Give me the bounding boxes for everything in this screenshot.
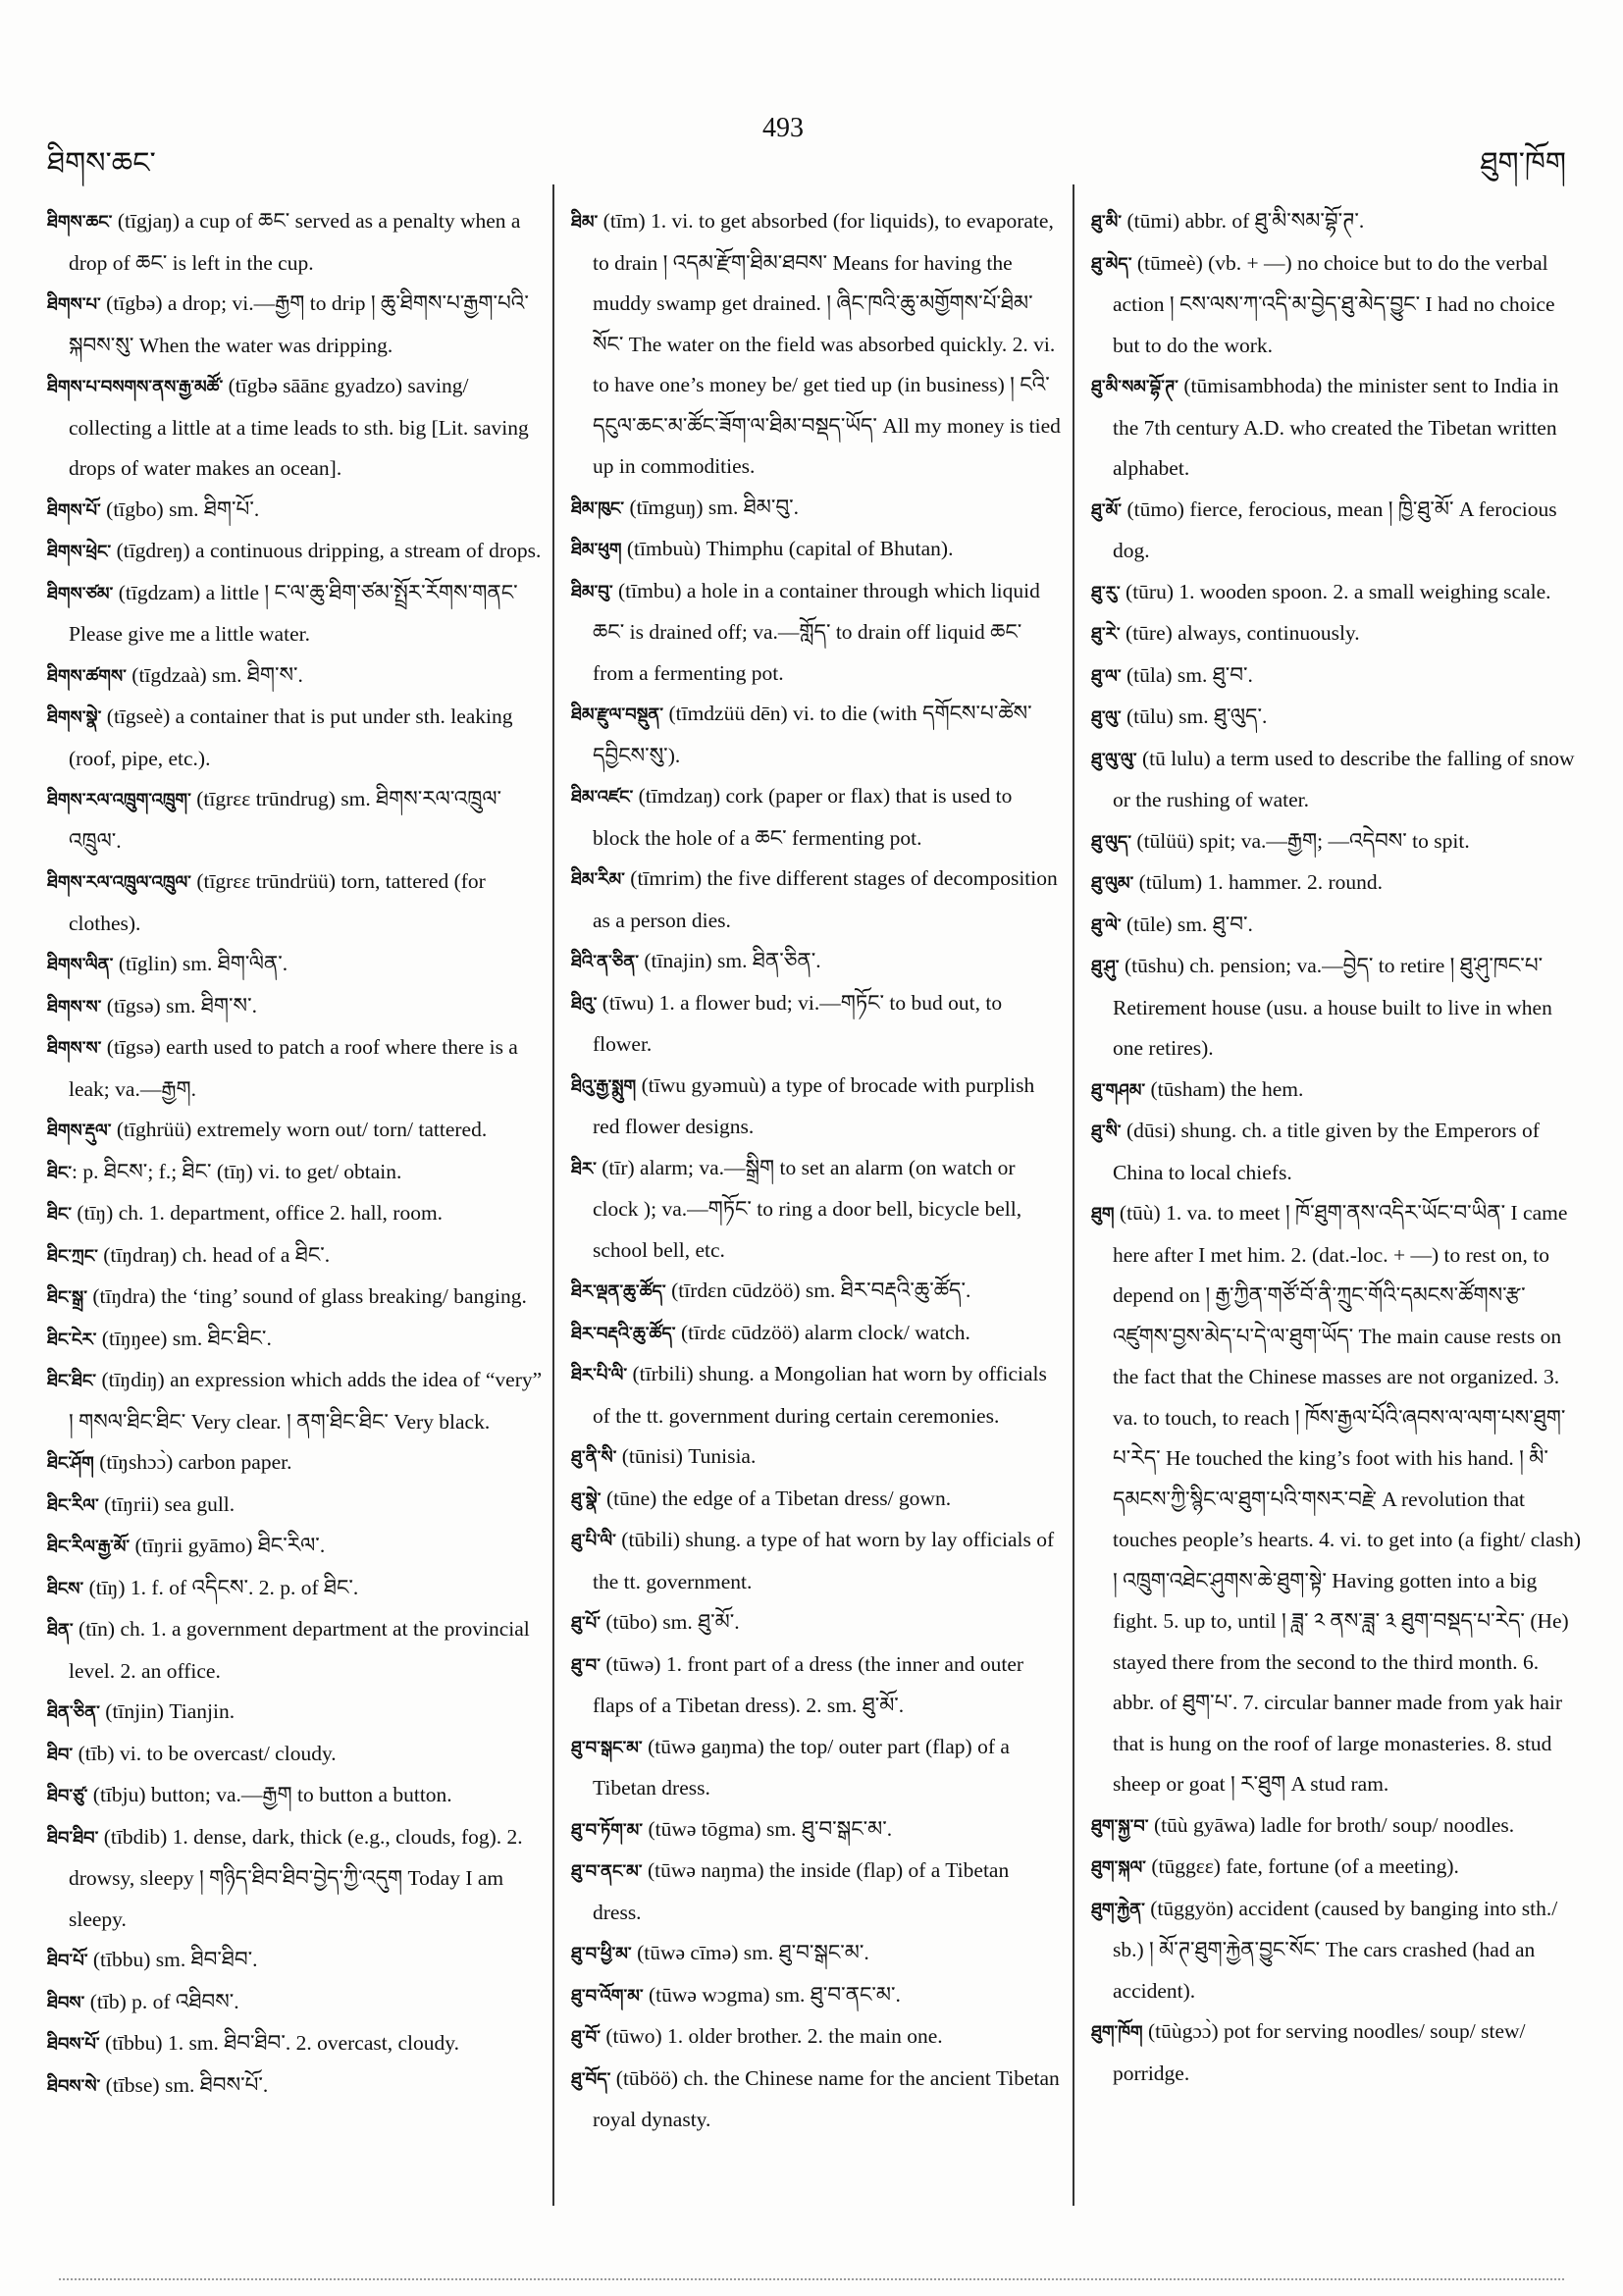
entry-headword: ཐིགས་ཆང་ bbox=[47, 212, 113, 233]
entry-headword: ཐུ་བ་ནང་མ་ bbox=[571, 1861, 643, 1882]
dictionary-entry bbox=[1091, 2011, 1582, 2094]
entry-definition: (tūne) the edge of a Tibetan dress/ gown. bbox=[601, 1486, 952, 1510]
entry-definition: (tūù gyāwa) ladle for broth/ soup/ noodles. bbox=[1148, 1812, 1515, 1837]
entry-headword: ཐིང་ངེར་ bbox=[47, 1329, 97, 1350]
dictionary-entry bbox=[47, 201, 543, 284]
entry-headword: ཐིབས་སེ་ bbox=[47, 2075, 101, 2097]
entry-headword: ཐུ་གཤམ་ bbox=[1091, 1079, 1146, 1101]
entry-definition: (tīgbə sāānɛ gyadzo) saving/ collecting a little at a time leads to sth. big [Lit. saving drops of water makes an ocean]. bbox=[69, 374, 529, 480]
dictionary-entry bbox=[571, 1644, 1062, 1727]
dictionary-entry bbox=[47, 1568, 543, 1610]
entry-definition: (tīmbuù) Thimphu (capital of Bhutan). bbox=[621, 537, 954, 560]
dictionary-entry bbox=[47, 1152, 543, 1194]
dictionary-entry bbox=[571, 571, 1062, 695]
entry-headword: ཐིང་ཀྲང་ bbox=[47, 1245, 98, 1267]
column-divider bbox=[552, 184, 554, 2206]
entry-headword: ཐིགས་ཚགས་ bbox=[47, 665, 127, 687]
entry-definition: (tūru) 1. wooden spoon. 2. a small weighing scale. bbox=[1120, 579, 1551, 603]
entry-headword: ཐུ་མེད་ bbox=[1091, 253, 1132, 275]
entry-definition: (tūnisi) Tunisia. bbox=[616, 1444, 757, 1468]
dictionary-entry bbox=[571, 1809, 1062, 1852]
dictionary-entry bbox=[47, 1485, 543, 1527]
dictionary-entry bbox=[47, 1027, 543, 1110]
entry-definition: (tūla) sm. ཐུ་བ་. bbox=[1121, 662, 1253, 687]
entry-headword: ཐུ་ལུད་ bbox=[1091, 831, 1132, 853]
dictionary-entry bbox=[47, 1609, 543, 1692]
entry-definition: (tūggɛɛ) fate, fortune (of a meeting). bbox=[1145, 1854, 1459, 1878]
entry-definition: (tīrdɛ cūdzöö) alarm clock/ watch. bbox=[675, 1320, 970, 1344]
dictionary-entry bbox=[1091, 946, 1582, 1070]
entry-headword: ཐིའུ་ bbox=[571, 993, 598, 1015]
dictionary-entry bbox=[1091, 613, 1582, 655]
entry-definition: (tūmo) fierce, ferocious, mean ། ཁྱི་ཐུ་མོ་ A ferocious dog. bbox=[1113, 496, 1557, 562]
dictionary-entry bbox=[47, 1277, 543, 1319]
dictionary-entry bbox=[571, 1520, 1062, 1602]
entry-definition: (tīŋdra) the ‘ting’ sound of glass breaking/ banging. bbox=[86, 1284, 527, 1308]
dictionary-entry bbox=[571, 1727, 1062, 1809]
entry-headword: ཐིན་ཅིན་ bbox=[47, 1702, 100, 1723]
entry-headword: ཐིང་ཤོག bbox=[47, 1453, 94, 1474]
entry-definition: (tīgrɛɛ trūndrüü) torn, tattered (for clothes). bbox=[69, 869, 486, 935]
entry-headword: ཐུ་ལ་ bbox=[1091, 665, 1122, 687]
entry-headword: ཐིབ་ཙུ་ bbox=[47, 1786, 88, 1806]
dictionary-entry bbox=[571, 1436, 1062, 1479]
entry-definition: (tīr) alarm; va.—སྒྲིག to set an alarm (on watch or clock ); va.—གཏོང་ to ring a door bell, bicycle bell, school bell, etc. bbox=[593, 1155, 1022, 1262]
dictionary-entry bbox=[47, 697, 543, 779]
entry-headword: ཐུ་རུ་ bbox=[1091, 582, 1121, 603]
dictionary-entry bbox=[47, 1526, 543, 1568]
entry-headword: ཐུ་མོ་ bbox=[1091, 499, 1123, 521]
entry-definition: (tūle) sm. ཐུ་བ་. bbox=[1121, 912, 1253, 936]
entry-definition: (tīrbili) shung. a Mongolian hat worn by officials of the tt. government during certain ceremonies. bbox=[593, 1362, 1047, 1428]
dictionary-entry bbox=[571, 488, 1062, 530]
dictionary-entry bbox=[571, 2016, 1062, 2059]
column-middle bbox=[571, 201, 1062, 2141]
entry-headword: ཐིང་ bbox=[47, 1162, 73, 1183]
right-guide-word: ཐུག་ཁོག bbox=[1480, 146, 1566, 181]
entry-headword: ཐིར་པི་ལི་ bbox=[571, 1365, 628, 1385]
dictionary-entry bbox=[571, 1602, 1062, 1644]
entry-definition: (tīmdzaŋ) cork (paper or flax) that is used to block the hole of a ཆང་ fermenting pot. bbox=[593, 784, 1013, 850]
entry-headword: ཐུ་པོ་ bbox=[571, 1613, 601, 1634]
entry-definition: (tīghrüü) extremely worn out/ torn/ tattered. bbox=[111, 1118, 488, 1141]
entry-headword: ཐིར་བརྡའི་ཆུ་ཚོད་ bbox=[571, 1323, 676, 1344]
entry-headword: ཐིང་རིལ་རྒྱ་མོ་ bbox=[47, 1537, 131, 1557]
entry-headword: ཐུ་བ་འོག་མ་ bbox=[571, 1985, 644, 2007]
dictionary-entry bbox=[571, 1354, 1062, 1436]
entry-definition: (tīrdɛn cūdzöö) sm. ཐིར་བརྡའི་ཆུ་ཚོད་. bbox=[665, 1278, 971, 1302]
entry-headword: ཐུ་སྣེ་ bbox=[571, 1488, 602, 1510]
page-number: 493 bbox=[762, 113, 804, 143]
dictionary-entry bbox=[1091, 1889, 1582, 2012]
entry-headword: ཐུ་བོད་ bbox=[571, 2068, 611, 2090]
entry-headword: ཐུ་ལེ་ bbox=[1091, 914, 1122, 936]
entry-definition: (tūlum) 1. hammer. 2. round. bbox=[1133, 870, 1384, 894]
dictionary-entry bbox=[571, 1271, 1062, 1313]
dictionary-entry bbox=[47, 573, 543, 655]
entry-definition: (tūwə cīmə) sm. ཐུ་བ་སྒང་མ་. bbox=[631, 1941, 869, 1964]
dictionary-entry bbox=[47, 1235, 543, 1278]
entry-headword: ཐུ་མི་ bbox=[1091, 212, 1123, 233]
dictionary-entry bbox=[47, 1775, 543, 1817]
entry-definition: (tūù) 1. va. to meet ། ཁོ་ཐུག་ནས་འདིར་ཡོང་བ་ཡིན་ I came here after I met him. 2. (dat.-loc. + —) to rest on, to depend on ། རྒྱ་ཀྱིན་གཙོ་བོ་ནི་ཀྲུང་གོའི་དམངས་ཚོགས་རྩ་འཛུགས་བྱས་མེད་པ་དེ་ལ་ཐུག་ཡོད་ The main cause rests on the fact that the Chinese masses are not organized. 3. va. to touch, to reach ། ཁོས་རྒྱལ་པོའི་ཞབས་ལ་ལག་པས་ཐུག་པ་རེད་ He touched the king’s foot with his hand. ། མི་དམངས་ཀྱི་སྙིང་ལ་ཐུག་པའི་གསར་བརྗེ་ A revolution that touches people’s hearts. 4. vi. to get into (a fight/ clash) ། འཁྲུག་འཐེང་ཤུགས་ཆེ་ཐུག་སྟེ་ Having gotten into a big fight. 5. up to, until ། ཟླ་ ༢ ནས་ཟླ་ ༣ ཐུག་བསྡད་པ་རེད་ (He) stayed there from the second to the third month. 6. abbr. of ཐུག་པ་. 7. circular banner made from yak hair that is hung on the roof of large monasteries. 8. stud sheep or goat ། ར་ཐུག A stud ram. bbox=[1113, 1201, 1582, 1796]
dictionary-entry bbox=[1091, 366, 1582, 490]
entry-headword: ཐིམ་རིམ་ bbox=[571, 869, 625, 890]
dictionary-entry bbox=[1091, 821, 1582, 863]
entry-definition: (tīmguŋ) sm. ཐིམ་བུ་. bbox=[624, 495, 800, 519]
entry-headword: ཐུ་བ་ཕྱི་མ་ bbox=[571, 1944, 632, 1964]
entry-headword: ཐིགས་པ་ bbox=[47, 294, 101, 315]
dictionary-entry bbox=[1091, 697, 1582, 739]
entry-definition: (tīŋrii gyāmo) ཐིང་རིལ་. bbox=[130, 1534, 326, 1557]
dictionary-entry bbox=[47, 1319, 543, 1361]
dictionary-entry bbox=[47, 1817, 543, 1941]
entry-headword: ཐིམ་ཕུག bbox=[571, 540, 622, 560]
entry-headword: ཐིང་རིལ་ bbox=[47, 1494, 99, 1516]
entry-definition: (tīŋŋee) sm. ཐིང་ཐིང་. bbox=[96, 1326, 272, 1350]
entry-definition: (tūwə gaŋma) the top/ outer part (flap) of a Tibetan dress. bbox=[593, 1734, 1010, 1800]
entry-definition: (dūsi) shung. ch. a title given by the Emperors of China to local chiefs. bbox=[1113, 1119, 1540, 1184]
entry-definition: (tūshu) ch. pension; va.—བྱེད་ to retire ། ཐུ་ཤུ་ཁང་པ་ Retirement house (usu. a house built to live in when one retires). bbox=[1113, 954, 1552, 1060]
entry-definition: (tīn) ch. 1. a government department at the provincial level. 2. an office. bbox=[69, 1617, 530, 1683]
dictionary-entry bbox=[571, 859, 1062, 941]
entry-definition: (tīgbo) sm. ཐིག་པོ་. bbox=[100, 496, 260, 521]
entry-headword: ཐུ་ཤུ་ bbox=[1091, 957, 1120, 977]
dictionary-entry bbox=[571, 941, 1062, 983]
entry-headword: ཐིར་ bbox=[571, 1158, 597, 1179]
dictionary-entry bbox=[47, 944, 543, 986]
entry-definition: (tīgsə) earth used to patch a roof where there is a leak; va.—རྒྱག. bbox=[69, 1035, 518, 1101]
dictionary-entry bbox=[47, 779, 543, 861]
entry-headword: ཐིབ་པོ་ bbox=[47, 1951, 88, 1971]
dictionary-entry bbox=[47, 2065, 543, 2108]
dictionary-entry bbox=[47, 1110, 543, 1152]
dictionary-entry bbox=[571, 529, 1062, 571]
entry-definition: (tūre) always, continuously. bbox=[1120, 621, 1360, 645]
entry-definition: (tūmi) abbr. of ཐུ་མི་སམ་བྷོ་ཊ་. bbox=[1122, 209, 1365, 233]
entry-headword: ཐིགས་ས་ bbox=[47, 996, 102, 1018]
entry-definition: (tīb) p. of འཐིབས་. bbox=[84, 1989, 239, 2013]
entry-definition: (tībse) sm. ཐིབས་པོ་. bbox=[100, 2072, 269, 2097]
entry-definition: (tūwə tōgma) sm. ཐུ་བ་སྒང་མ་. bbox=[643, 1816, 893, 1841]
entry-definition: (tūùgɔɔ̀) pot for serving noodles/ soup/ stew/ porridge. bbox=[1113, 2019, 1526, 2085]
entry-definition: (tūbo) sm. ཐུ་མོ་. bbox=[600, 1610, 740, 1634]
entry-headword: ཐིགས་ཕྲེང་ bbox=[47, 542, 112, 562]
dictionary-entry bbox=[571, 776, 1062, 859]
entry-definition: (tībbu) 1. sm. ཐིབ་ཐིབ་. 2. overcast, cloudy. bbox=[99, 2031, 459, 2055]
entry-headword: ཐུ་བ་ཏོག་མ་ bbox=[571, 1819, 644, 1841]
entry-definition: (tībju) button; va.—རྒྱག to button a button. bbox=[87, 1783, 452, 1806]
entry-definition: (tīŋ) 1. f. of འདིངས་. 2. p. of ཐིང་. bbox=[83, 1575, 359, 1599]
entry-definition: (tīgsə) sm. ཐིག་ས་. bbox=[101, 993, 257, 1018]
entry-headword: ཐིབ་ bbox=[47, 1744, 74, 1765]
entry-definition: (tūwo) 1. older brother. 2. the main one. bbox=[600, 2024, 943, 2048]
entry-definition: (tībdib) 1. dense, dark, thick (e.g., clouds, fog). 2. drowsy, sleepy ། གཉིད་ཐིབ་ཐིབ་བྱེད་ཀྱི་འདུག Today I am sleepy. bbox=[69, 1824, 523, 1931]
entry-definition: (tīŋdraŋ) ch. head of a ཐིང་. bbox=[97, 1242, 331, 1267]
dictionary-entry bbox=[1091, 201, 1582, 243]
entry-definition: (tūwə naŋma) the inside (flap) of a Tibetan dress. bbox=[593, 1858, 1010, 1924]
entry-headword: ཐུ་བ་ bbox=[571, 1654, 601, 1676]
entry-headword: ཐིགས་ས་ bbox=[47, 1038, 102, 1059]
entry-definition: (tīmrim) the five different stages of decomposition as a person dies. bbox=[593, 866, 1058, 932]
entry-headword: ཐུག་སྐལ་ bbox=[1091, 1857, 1146, 1878]
entry-definition: : p. ཐིངས་; f.; ཐིང་ (tīŋ) vi. to get/ obtain. bbox=[72, 1159, 402, 1183]
entry-definition: (tībbu) sm. ཐིབ་ཐིབ་. bbox=[87, 1948, 258, 1971]
entry-headword: ཐིར་ལྡན་ཆུ་ཚོད་ bbox=[571, 1281, 666, 1302]
page-header bbox=[0, 113, 1623, 181]
dictionary-entry bbox=[47, 2023, 543, 2065]
entry-headword: ཐུ་སི་ bbox=[1091, 1122, 1122, 1142]
entry-definition: (tīgseè) a container that is put under sth. leaking (roof, pipe, etc.). bbox=[69, 704, 513, 770]
entry-definition: (tīglin) sm. ཐིག་ལིན་. bbox=[113, 952, 288, 975]
entry-definition: (tīŋrii) sea gull. bbox=[98, 1491, 236, 1516]
entry-headword: ཐིམ་ bbox=[571, 212, 599, 233]
dictionary-entry bbox=[571, 2059, 1062, 2141]
entry-headword: ཐུག་ཁོག bbox=[1091, 2022, 1143, 2043]
entry-headword: ཐུ་པི་ལི་ bbox=[571, 1531, 616, 1551]
dictionary-entry bbox=[47, 531, 543, 573]
column-right bbox=[1091, 201, 1582, 2094]
entry-headword: ཐིགས་པ་བསགས་ནས་རྒྱ་མཚོ་ bbox=[47, 377, 224, 397]
entry-headword: ཐུ་ནི་སི་ bbox=[571, 1447, 617, 1468]
entry-headword: ཐུ་ལུ་ bbox=[1091, 707, 1122, 728]
dictionary-entry bbox=[1091, 1070, 1582, 1112]
entry-headword: ཐུ་བོ་ bbox=[571, 2027, 601, 2048]
dictionary-entry bbox=[47, 986, 543, 1028]
entry-definition: (tīgdreŋ) a continuous dripping, a stream of drops. bbox=[111, 539, 542, 562]
entry-definition: (tūböö) ch. the Chinese name for the ancient Tibetan royal dynasty. bbox=[593, 2065, 1060, 2131]
dictionary-entry bbox=[1091, 572, 1582, 614]
entry-definition: (tūlüü) spit; va.—རྒྱག; —འདེབས་ to spit. bbox=[1131, 828, 1470, 853]
dictionary-entry bbox=[1091, 862, 1582, 905]
entry-headword: ཐིབས་པོ་ bbox=[47, 2034, 100, 2055]
entry-headword: ཐིང་ཐིང་ bbox=[47, 1371, 97, 1391]
dictionary-entry bbox=[47, 1734, 543, 1776]
dictionary-entry bbox=[47, 1940, 543, 1982]
entry-definition: (tīgdzam) a little ། ང་ལ་ཆུ་ཐིག་ཙམ་སྤྲོར་རོགས་གནང་ Please give me a little water. bbox=[69, 580, 518, 646]
dictionary-entry bbox=[571, 1066, 1062, 1148]
dictionary-entry bbox=[1091, 490, 1582, 572]
entry-definition: (tīgbə) a drop; vi.—རྒྱག to drip ། ཆུ་ཐིགས་པ་རྒྱག་པའི་སྐབས་སུ་ When the water was dripping. bbox=[69, 291, 529, 357]
entry-headword: ཐུག bbox=[1091, 1204, 1115, 1225]
entry-definition: (tīgjaŋ) a cup of ཆང་ served as a penalty when a drop of ཆང་ is left in the cup. bbox=[69, 209, 521, 275]
entry-definition: (tīŋ) ch. 1. department, office 2. hall, room. bbox=[72, 1201, 444, 1225]
entry-headword: ཐིམ་རྫུལ་བསྡུན་ bbox=[571, 704, 664, 725]
entry-headword: ཐིགས་པོ་ bbox=[47, 499, 101, 521]
entry-headword: ཐིམ་ཁུང་ bbox=[571, 497, 625, 519]
entry-headword: ཐིགས་རྡུལ་ bbox=[47, 1121, 112, 1141]
entry-headword: ཐུག་རྐྱེན་ bbox=[1091, 1899, 1145, 1920]
entry-definition: (tīmbu) a hole in a container through which liquid ཆང་ is drained off; va.—གློད་ to drain off liquid ཆང་ from a fermenting pot. bbox=[593, 578, 1040, 685]
dictionary-entry bbox=[571, 1933, 1062, 1975]
dictionary-entry bbox=[47, 655, 543, 698]
entry-headword: ཐིའི་ན་ཅིན་ bbox=[571, 952, 640, 972]
dictionary-entry bbox=[1091, 1805, 1582, 1848]
entry-definition: (tīmdzüü dēn) vi. to die (with དགོངས་པ་ཚེས་དབྱིངས་སུ་). bbox=[593, 702, 1032, 767]
dictionary-entry bbox=[47, 1360, 543, 1442]
entry-definition: (tīwu) 1. a flower bud; vi.—གཏོང་ to bud out, to flower. bbox=[593, 990, 1003, 1056]
entry-headword: ཐུ་མི་སམ་བྷོ་ཊ་ bbox=[1091, 377, 1178, 397]
entry-definition: (tūsham) the hem. bbox=[1145, 1076, 1304, 1101]
entry-headword: ཐིང་ bbox=[47, 1204, 73, 1225]
entry-definition: (tūwə) 1. front part of a dress (the inner and outer flaps of a Tibetan dress). 2. sm. ཐུ་མོ་. bbox=[593, 1651, 1024, 1717]
entry-definition: (tīb) vi. to be overcast/ cloudy. bbox=[73, 1741, 337, 1765]
column-left bbox=[47, 201, 543, 2107]
dictionary-entry bbox=[571, 1148, 1062, 1272]
entry-headword: ཐུ་ལུ་ལུ་ bbox=[1091, 749, 1137, 770]
dictionary-entry bbox=[47, 1692, 543, 1734]
footer-dotted-line bbox=[59, 2278, 1564, 2282]
dictionary-entry bbox=[571, 1313, 1062, 1355]
dictionary-entry bbox=[571, 694, 1062, 776]
dictionary-entry bbox=[571, 983, 1062, 1066]
entry-headword: ཐིངས་ bbox=[47, 1578, 84, 1599]
entry-definition: (tīnajin) sm. ཐིན་ཅིན་. bbox=[639, 949, 821, 972]
entry-headword: ཐིན་ bbox=[47, 1620, 74, 1641]
entry-definition: (tūwə wɔgma) sm. ཐུ་བ་ནང་མ་. bbox=[643, 1982, 901, 2007]
dictionary-entry bbox=[1091, 1847, 1582, 1889]
entry-definition: (tūbili) shung. a type of hat worn by lay officials of the tt. government. bbox=[593, 1528, 1055, 1593]
entry-definition: (tīgrɛɛ trūndrug) sm. ཐིགས་རལ་འཁྲུལ་འཁྲུལ་. bbox=[69, 787, 502, 853]
entry-definition: (tūggyön) accident (caused by banging into sth./ sb.) ། མོ་ཊ་ཐུག་རྐྱེན་བྱུང་སོང་ The cars crashed (had an accident). bbox=[1113, 1896, 1558, 2003]
entry-headword: ཐིབས་ bbox=[47, 1992, 85, 2013]
entry-definition: (tūmeè) (vb. + —) no choice but to do the verbal action ། ངས་ལས་ཀ་འདི་མ་བྱེད་ཐུ་མེད་བྱུང་ I had no choice but to do the work. bbox=[1113, 250, 1555, 357]
entry-definition: (tīnjin) Tianjin. bbox=[99, 1699, 236, 1723]
entry-headword: ཐིམ་བུ་ bbox=[571, 581, 613, 602]
entry-headword: ཐིང་སྒྲ་ bbox=[47, 1287, 87, 1308]
entry-definition: (tū lulu) a term used to describe the falling of snow or the rushing of water. bbox=[1113, 746, 1575, 811]
dictionary-entry bbox=[47, 284, 543, 366]
dictionary-entry bbox=[1091, 1111, 1582, 1193]
dictionary-entry bbox=[571, 1479, 1062, 1521]
entry-headword: ཐུ་བ་སྒང་མ་ bbox=[571, 1737, 643, 1758]
dictionary-entry bbox=[1091, 905, 1582, 947]
dictionary-entry bbox=[47, 1193, 543, 1235]
dictionary-entry bbox=[47, 490, 543, 532]
entry-definition: (tūmisambhoda) the minister sent to India in the 7th century A.D. who created the Tibetan written alphabet. bbox=[1113, 374, 1559, 480]
entry-headword: ཐུག་སྐྱ་བ་ bbox=[1091, 1815, 1149, 1837]
entry-headword: ཐིགས་ལིན་ bbox=[47, 955, 114, 975]
entry-headword: ཐིའུ་རྒྱ་སྨུག bbox=[571, 1075, 637, 1097]
entry-definition: (tīŋshɔɔ̀) carbon paper. bbox=[93, 1450, 292, 1474]
entry-headword: ཐིབ་ཐིབ་ bbox=[47, 1827, 99, 1849]
dictionary-entry bbox=[47, 1442, 543, 1485]
entry-headword: ཐིམ་འཛང་ bbox=[571, 787, 634, 808]
entry-definition: (tūlu) sm. ཐུ་ལུད་. bbox=[1121, 704, 1268, 728]
entry-definition: (tīwu gyəmuù) a type of brocade with purplish red flower designs. bbox=[593, 1072, 1035, 1138]
dictionary-entry bbox=[1091, 1193, 1582, 1805]
dictionary-entry bbox=[1091, 739, 1582, 821]
entry-definition: (tīŋdiŋ) an expression which adds the idea of “very” ། གསལ་ཐིང་ཐིང་ Very clear. ། ནག་ཐིང་ཐིང་ Very black. bbox=[69, 1368, 543, 1434]
entry-headword: ཐིགས་རལ་འཁྲུལ་འཁྲུལ་ bbox=[47, 872, 191, 893]
dictionary-entry bbox=[1091, 655, 1582, 698]
dictionary-entry bbox=[1091, 243, 1582, 367]
entry-definition: (tīm) 1. vi. to get absorbed (for liquids), to evaporate, to drain ། འདམ་རྫོག་ཐིམ་ཐབས་ Means for having the muddy swamp get drained. ། ཞིང་ཁའི་ཆུ་མགྱོགས་པོ་ཐིམ་སོང་ The water on the field was absorbed quickly. 2. vi. to have one’s money be/ get tied up (in business) ། ངའི་དངུལ་ཆང་མ་ཚོང་ཟོག་ལ་ཐིམ་བསྡད་ཡོད་ All my money is tied up in commodities. bbox=[593, 209, 1061, 478]
column-divider bbox=[1073, 184, 1074, 2206]
entry-headword: ཐུ་ལུམ་ bbox=[1091, 873, 1134, 894]
dictionary-entry bbox=[571, 1975, 1062, 2017]
entry-headword: ཐིགས་རལ་འཁྲུག་འཁྲུག་ bbox=[47, 790, 191, 810]
entry-headword: ཐུ་རེ་ bbox=[1091, 624, 1121, 645]
entry-headword: ཐིགས་ཙམ་ bbox=[47, 583, 114, 604]
dictionary-entry bbox=[571, 1851, 1062, 1933]
dictionary-entry bbox=[47, 1982, 543, 2024]
left-guide-word: ཐིགས་ཆང་ bbox=[47, 146, 156, 181]
entry-headword: ཐིགས་སྣེ་ bbox=[47, 707, 102, 728]
dictionary-entry bbox=[571, 201, 1062, 488]
dictionary-entry bbox=[47, 861, 543, 944]
dictionary-entry bbox=[47, 366, 543, 490]
entry-definition: (tīgdzaà) sm. ཐིག་ས་. bbox=[126, 662, 303, 687]
